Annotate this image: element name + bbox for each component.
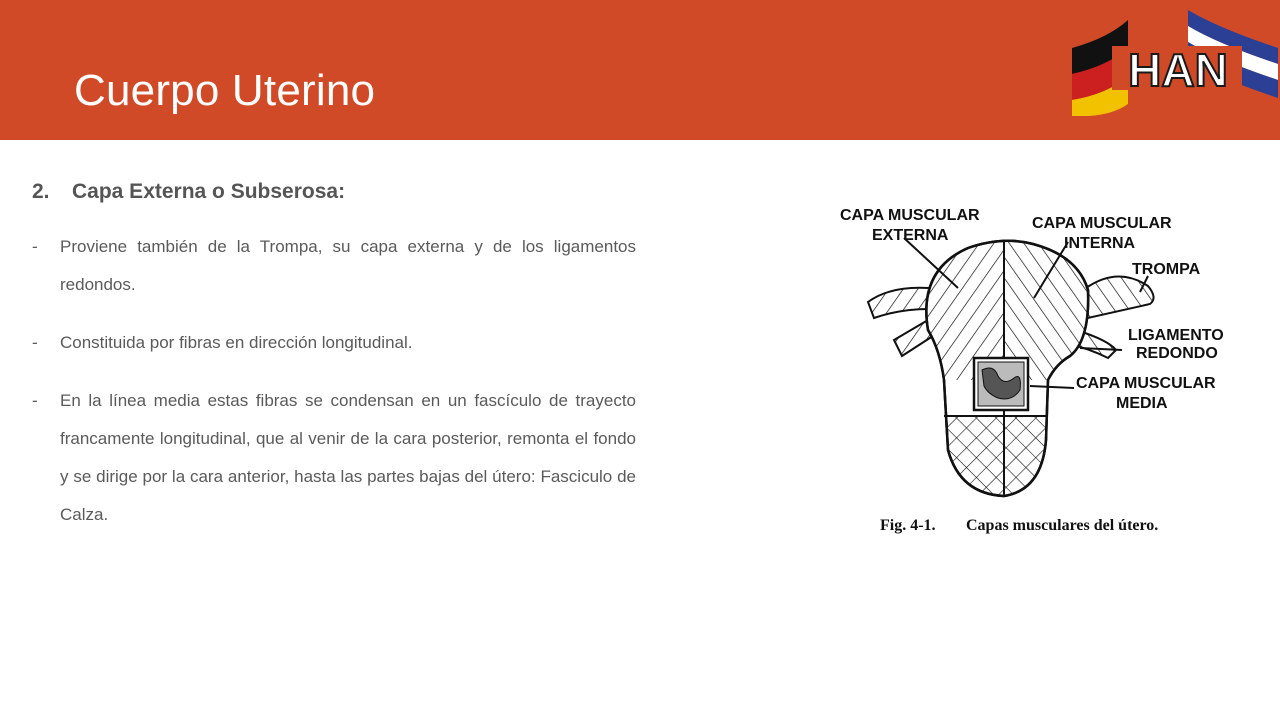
label-ligamento-line1: LIGAMENTO: [1128, 327, 1224, 344]
label-ligamento-line2: REDONDO: [1136, 345, 1218, 362]
bullet-item: - En la línea media estas fibras se condensan en un fascículo de trayecto francamente longitudinal, que al venir de la cara posterior, remonta el fondo y se dirige por la cara anterior, hasta las partes bajas del útero: Fasciculo de Calza.: [32, 382, 636, 534]
label-media-line2: MEDIA: [1116, 395, 1168, 412]
bullet-item: - Constituida por fibras en dirección longitudinal.: [32, 324, 636, 362]
label-trompa: TROMPA: [1132, 261, 1201, 278]
heading-text: Capa Externa o Subserosa:: [72, 180, 346, 203]
label-interna-line2: INTERNA: [1064, 235, 1136, 252]
label-interna-line1: CAPA MUSCULAR: [1032, 215, 1172, 232]
uterus-muscle-layers-diagram: [818, 180, 1230, 556]
han-logo: [1068, 8, 1280, 116]
logo-text: HAN: [1128, 44, 1228, 96]
label-externa-line1: CAPA MUSCULAR: [840, 207, 980, 224]
bullet-text: Constituida por fibras en dirección longitudinal.: [60, 333, 413, 352]
label-externa-line2: EXTERNA: [872, 227, 949, 244]
heading-number: 2.: [32, 180, 50, 203]
section-heading: [32, 180, 636, 204]
bullet-text: En la línea media estas fibras se condensan en un fascículo de trayecto francamente longitudinal, que al venir de la cara posterior, remonta el fondo y se dirige por la cara anterior, hasta las partes bajas del útero: Fasciculo de Calza.: [60, 391, 636, 524]
header-bar: [0, 0, 1280, 140]
bullet-text: Proviene también de la Trompa, su capa externa y de los ligamentos redondos.: [60, 237, 636, 294]
slide-title: Cuerpo Uterino: [74, 66, 376, 115]
figure-caption-text: Capas musculares del útero.: [966, 517, 1159, 534]
label-media-line1: CAPA MUSCULAR: [1076, 375, 1216, 392]
bullet-item: - Proviene también de la Trompa, su capa externa y de los ligamentos redondos.: [32, 228, 636, 304]
content-block: [32, 180, 636, 554]
figure-caption-prefix: Fig. 4-1.: [880, 517, 936, 534]
